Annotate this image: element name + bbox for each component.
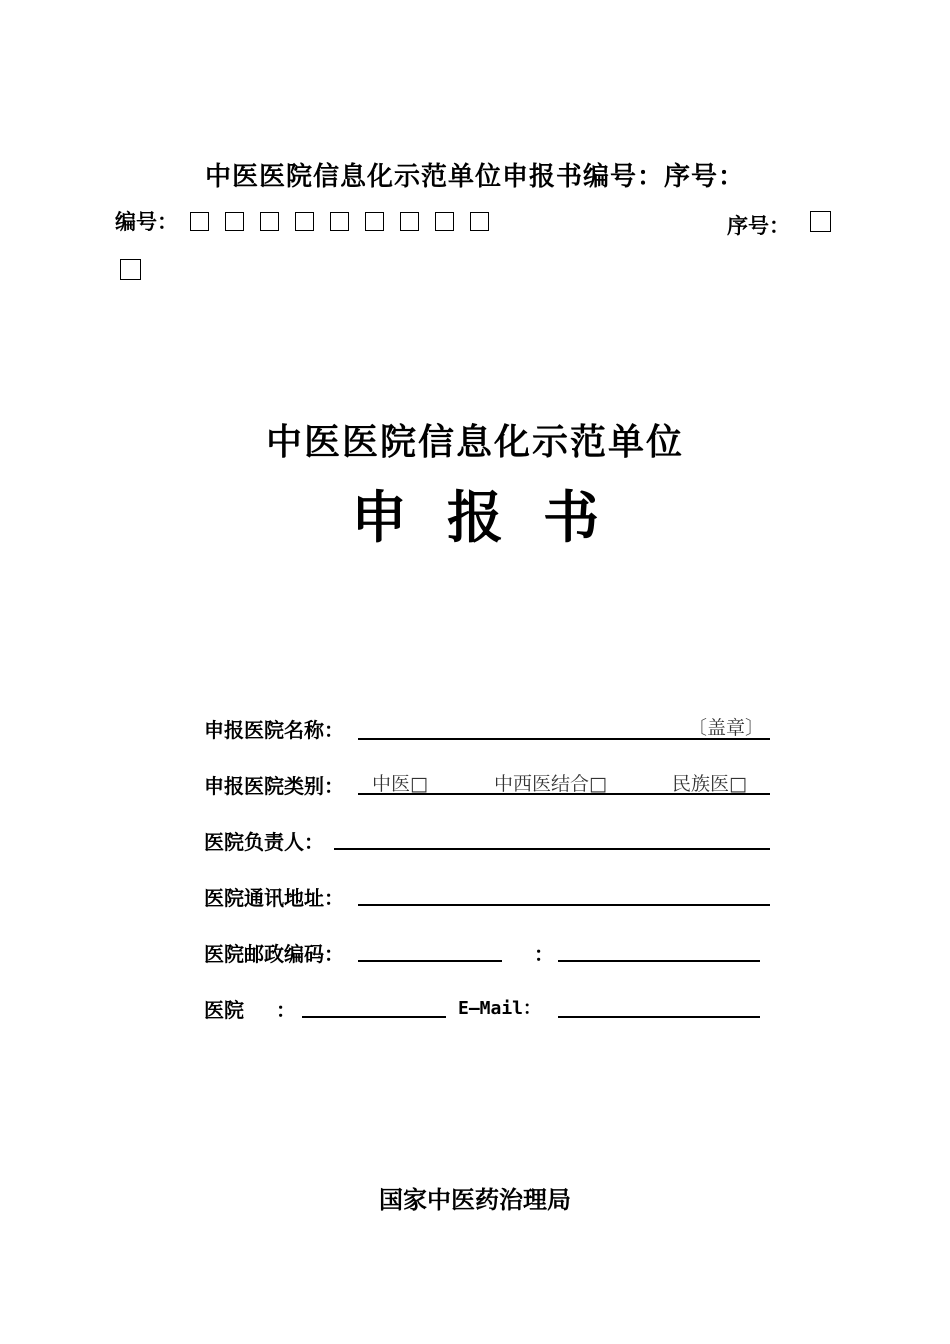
address-field[interactable] xyxy=(358,878,770,906)
seq-label: 序号： xyxy=(727,213,790,238)
code-box[interactable] xyxy=(400,212,419,231)
category-option-ethnic[interactable]: 民族医□ xyxy=(672,773,747,795)
code-label: 编号： xyxy=(115,209,178,234)
category-label: 申报医院类别： xyxy=(204,774,344,798)
address-label: 医院通讯地址： xyxy=(204,886,344,910)
main-title: 中医医院信息化示范单位 xyxy=(265,421,684,463)
director-label: 医院负责人： xyxy=(204,830,324,854)
phone-field[interactable] xyxy=(302,990,446,1018)
hospital-name-label: 申报医院名称： xyxy=(204,718,344,742)
code-box[interactable] xyxy=(225,212,244,231)
stamp-note: 〔盖章〕 xyxy=(687,717,764,739)
sub-title: 申报书 xyxy=(351,485,639,551)
category-option-integrated[interactable]: 中西医结合□ xyxy=(494,773,607,795)
code-row xyxy=(115,206,489,236)
seq-box[interactable] xyxy=(120,259,141,280)
hospital-name-field[interactable] xyxy=(358,712,770,740)
code-box[interactable] xyxy=(190,212,209,231)
postal-extra-field[interactable] xyxy=(558,934,760,962)
email-field[interactable] xyxy=(558,990,760,1018)
phone-colon: ： xyxy=(276,998,296,1022)
code-box[interactable] xyxy=(295,212,314,231)
category-field xyxy=(358,767,770,795)
seq-box[interactable] xyxy=(810,211,831,232)
code-box[interactable] xyxy=(260,212,279,231)
code-box[interactable] xyxy=(435,212,454,231)
code-boxes xyxy=(190,212,489,231)
code-box[interactable] xyxy=(470,212,489,231)
category-option-tcm[interactable]: 中医□ xyxy=(372,773,428,795)
issuer-footer: 国家中医药治理局 xyxy=(379,1185,571,1214)
code-box[interactable] xyxy=(365,212,384,231)
director-field[interactable] xyxy=(334,822,770,850)
postal-extra-colon: ： xyxy=(534,942,554,966)
code-box[interactable] xyxy=(330,212,349,231)
postal-label: 医院邮政编码： xyxy=(204,942,344,966)
phone-label: 医院 xyxy=(204,998,244,1022)
header-title: 中医医院信息化示范单位申报书编号：序号： xyxy=(204,162,745,192)
postal-field[interactable] xyxy=(358,934,502,962)
email-label: E—Mail： xyxy=(458,998,542,1019)
